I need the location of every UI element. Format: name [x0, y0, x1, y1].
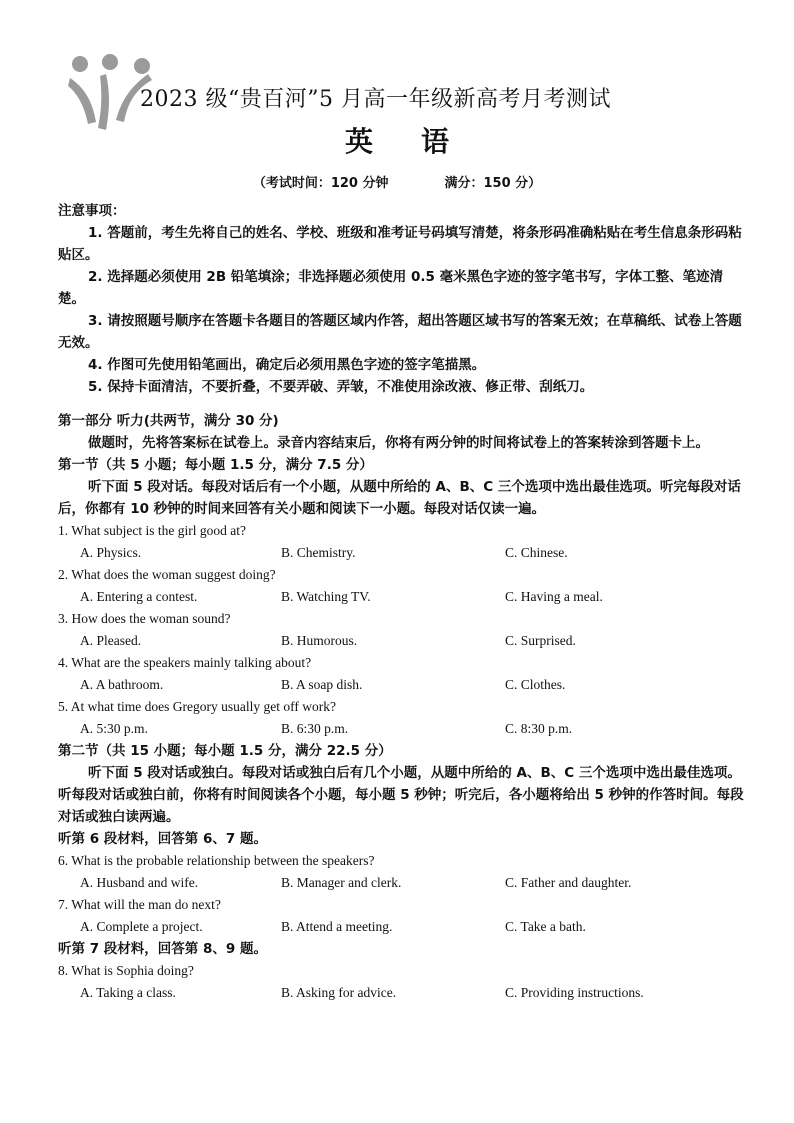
option-c: C. 8:30 p.m. [505, 721, 573, 736]
notice-item: 3. 请按照题号顺序在答题卡各题目的答题区域内作答，超出答题区域书写的答案无效；在草稿纸、试卷上答题无效。 [58, 313, 742, 351]
question-options [58, 542, 748, 564]
option-a: A. 5:30 p.m. [80, 721, 148, 736]
option-b: B. Chemistry. [281, 545, 356, 560]
exam-time: （考试时间：120 分钟 [252, 176, 389, 191]
option-c: C. Having a meal. [505, 589, 603, 604]
question-stem: 7. What will the man do next? [58, 897, 221, 912]
question-options [58, 916, 748, 938]
option-b: B. Humorous. [281, 633, 358, 648]
material-6-heading: 听第 6 段材料，回答第 6、7 题。 [58, 831, 267, 847]
option-c: C. Take a bath. [505, 919, 586, 934]
question-stem: 3. How does the woman sound? [58, 611, 231, 626]
option-c: C. Surprised. [505, 633, 576, 648]
question-options [58, 630, 748, 652]
section2-heading: 第二节（共 15 小题；每小题 1.5 分，满分 22.5 分） [58, 743, 392, 759]
question-stem: 2. What does the woman suggest doing? [58, 567, 276, 582]
option-b: B. A soap dish. [281, 677, 363, 692]
option-c: C. Chinese. [505, 545, 568, 560]
notice-item: 5. 保持卡面清洁，不要折叠，不要弄破、弄皱，不准使用涂改液、修正带、刮纸刀。 [88, 379, 594, 395]
option-b: B. 6:30 p.m. [281, 721, 349, 736]
option-a: A. Physics. [80, 545, 142, 560]
material-7-heading: 听第 7 段材料，回答第 8、9 题。 [58, 941, 267, 957]
option-c: C. Clothes. [505, 677, 566, 692]
option-a: A. Husband and wife. [80, 875, 199, 890]
part1-heading: 第一部分 听力(共两节，满分 30 分) [58, 413, 279, 429]
exam-meta [0, 172, 794, 191]
question-stem: 4. What are the speakers mainly talking about? [58, 655, 312, 670]
notice-item: 2. 选择题必须使用 2B 铅笔填涂；非选择题必须使用 0.5 毫米黑色字迹的签字笔书写，字体工整、笔迹清楚。 [58, 269, 724, 307]
option-b: B. Manager and clerk. [281, 875, 402, 890]
section1-intro: 听下面 5 段对话。每段对话后有一个小题，从题中所给的 A、B、C 三个选项中选出最佳选项。听完每段对话后，你都有 10 秒钟的时间来回答有关小题和阅读下一小题。每段对话仅读一遍。 [58, 479, 741, 517]
question-options [58, 586, 748, 608]
question-stem: 6. What is the probable relationship between the speakers? [58, 853, 375, 868]
question-stem: 8. What is Sophia doing? [58, 963, 194, 978]
option-b: B. Asking for advice. [281, 985, 397, 1000]
question-options [58, 674, 748, 696]
notice-item: 1. 答题前，考生先将自己的姓名、学校、班级和准考证号码填写清楚，将条形码准确粘贴在考生信息条形码粘贴区。 [58, 225, 742, 263]
option-a: A. Complete a project. [80, 919, 203, 934]
question-stem: 5. At what time does Gregory usually get off work? [58, 699, 336, 714]
question-options [58, 872, 748, 894]
section1-heading: 第一节（共 5 小题；每小题 1.5 分，满分 7.5 分） [58, 457, 373, 473]
part1-intro: 做题时，先将答案标在试卷上。录音内容结束后，你将有两分钟的时间将试卷上的答案转涂到答题卡上。 [88, 435, 709, 451]
notice-item: 4. 作图可先使用铅笔画出，确定后必须用黑色字迹的签字笔描黑。 [88, 357, 486, 373]
option-a: A. Pleased. [80, 633, 142, 648]
question-options [58, 718, 748, 740]
question-options [58, 982, 748, 1004]
question-stem: 1. What subject is the girl good at? [58, 523, 246, 538]
option-a: A. Taking a class. [80, 985, 176, 1000]
option-a: A. A bathroom. [80, 677, 164, 692]
option-c: C. Father and daughter. [505, 875, 632, 890]
section2-intro: 听下面 5 段对话或独白。每段对话或独白后有几个小题，从题中所给的 A、B、C 三个选项中选出最佳选项。听每段对话或独白前，你将有时间阅读各个小题，每小题 5 秒钟；听完后，各小题将给出 5 秒钟的作答时间。每段对话或独白读两遍。 [58, 765, 744, 825]
subject-title: 英语 [344, 125, 497, 158]
option-a: A. Entering a contest. [80, 589, 198, 604]
exam-score: 满分：150 分） [444, 176, 542, 191]
exam-body [58, 200, 748, 1004]
option-b: B. Attend a meeting. [281, 919, 393, 934]
exam-title: 2023 级“贵百河”5 月高一年级新高考月考测试 [140, 87, 611, 112]
option-c: C. Providing instructions. [505, 985, 644, 1000]
option-b: B. Watching TV. [281, 589, 371, 604]
notice-heading: 注意事项： [58, 203, 126, 219]
